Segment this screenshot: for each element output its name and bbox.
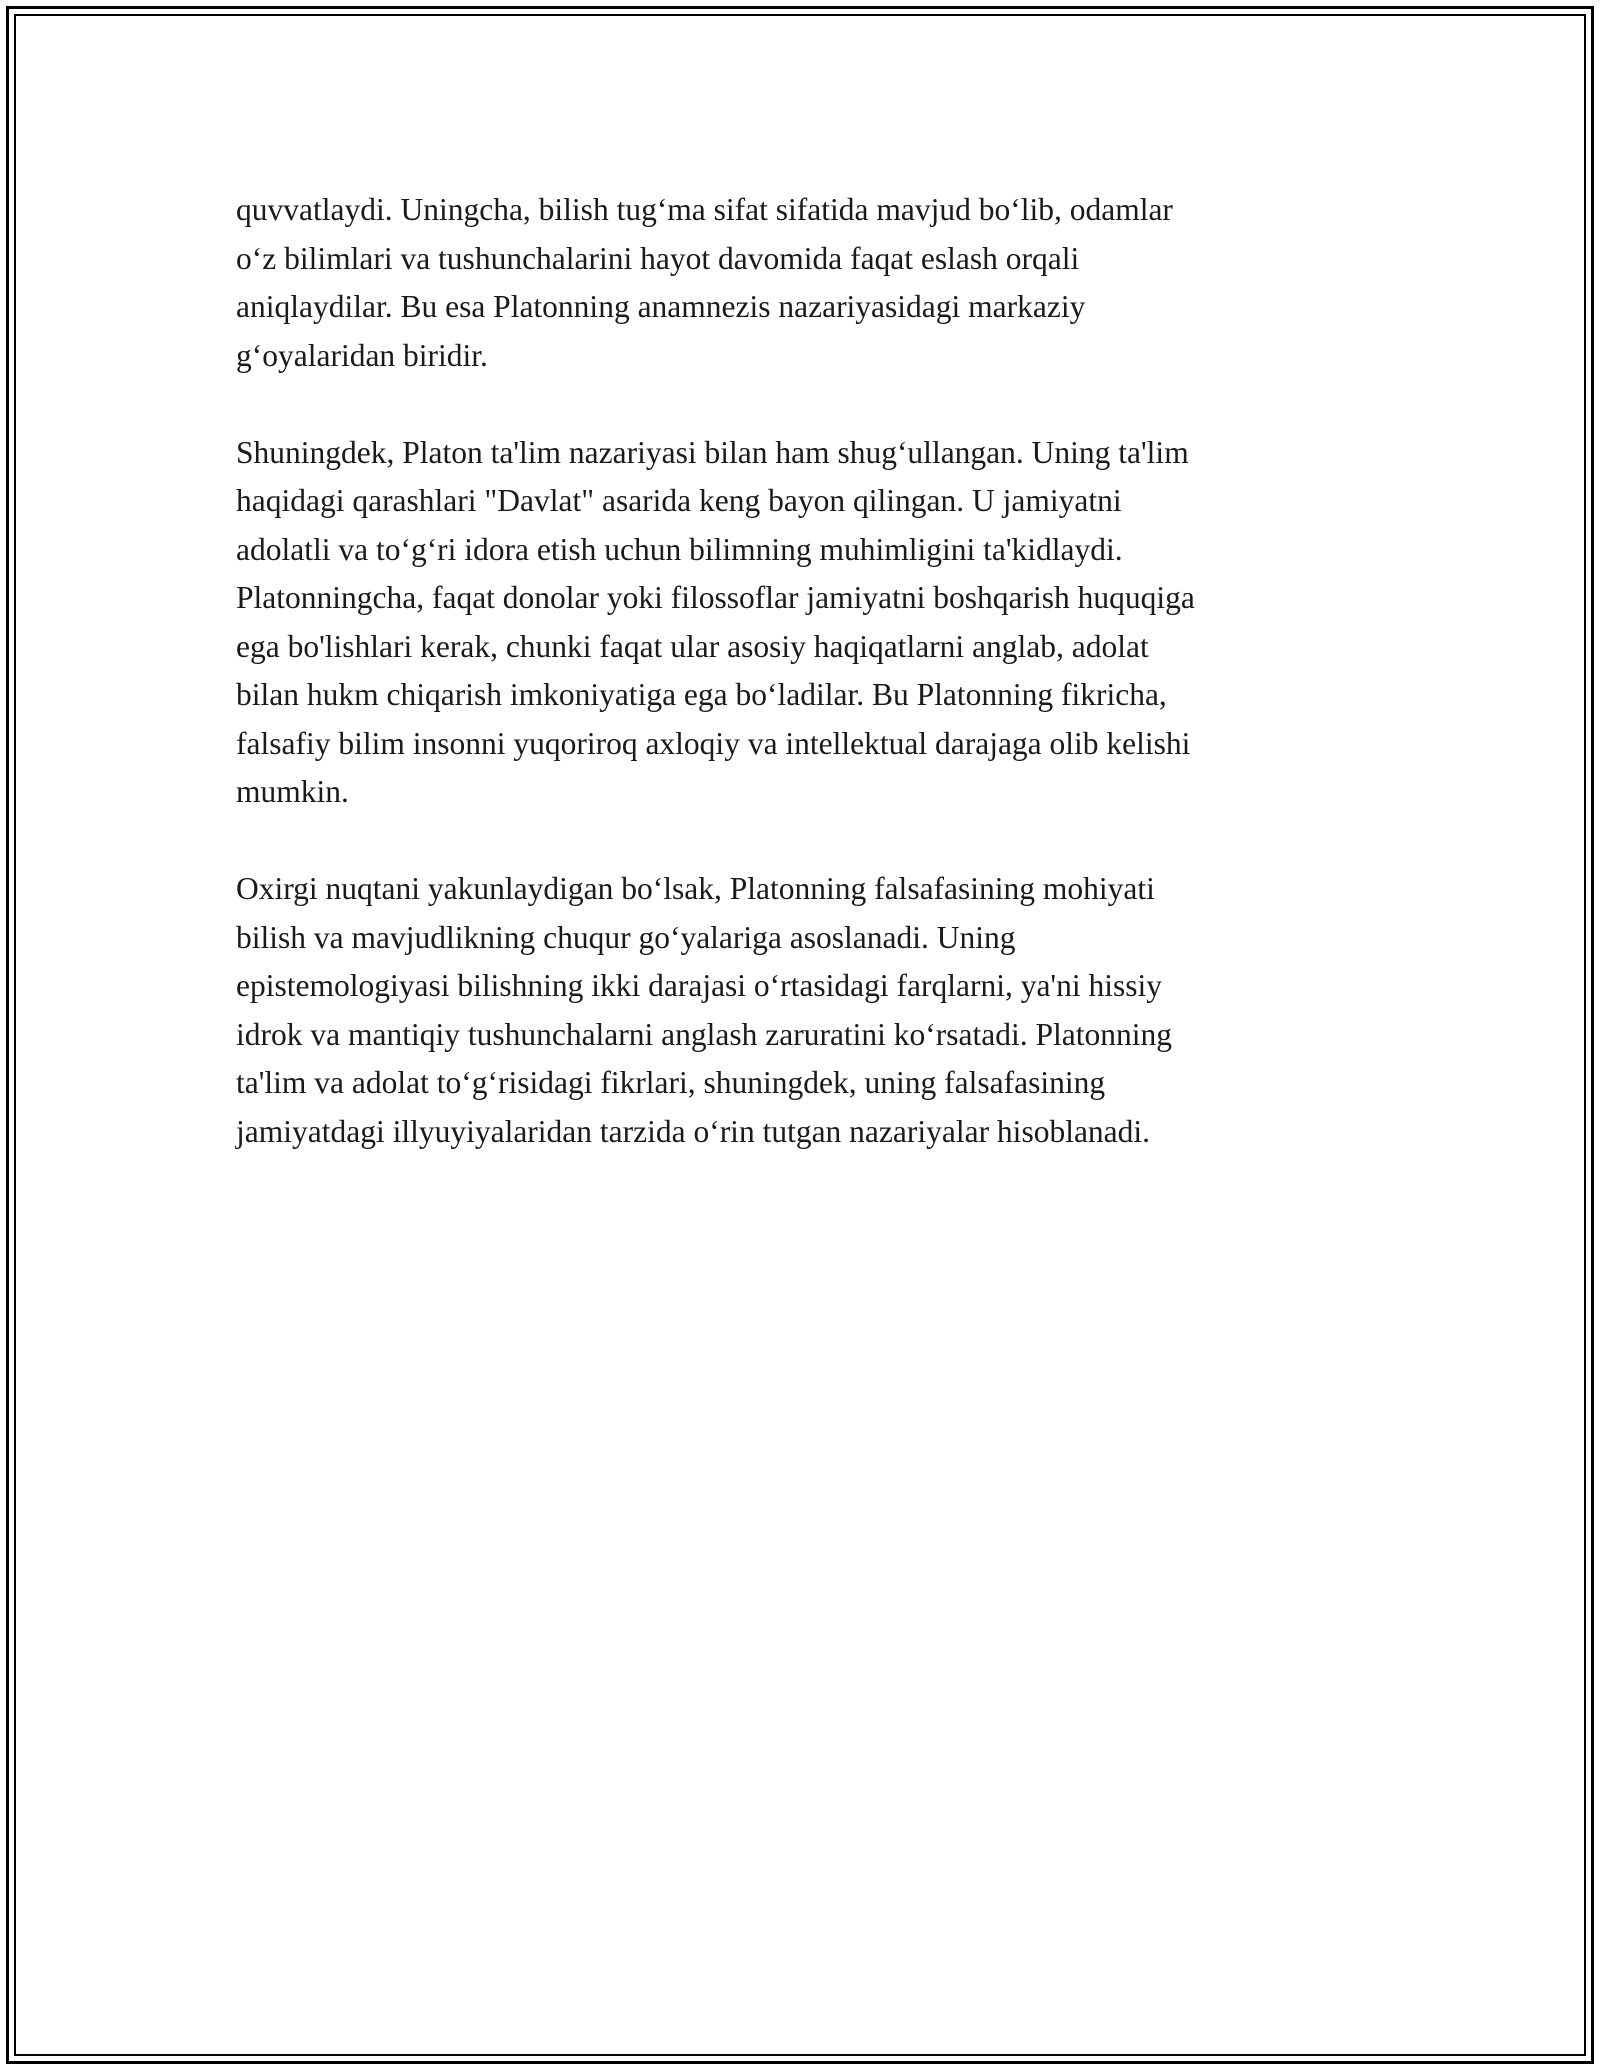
text-line: o‘z bilimlari va tushunchalarini hayot davomida faqat eslash orqali: [236, 240, 1080, 276]
text-line: g‘oyalaridan biridir.: [236, 337, 488, 373]
text-line: aniqlaydilar. Bu esa Platonning anamnezis nazariyasidagi markaziy: [236, 289, 1086, 324]
document-body: [236, 186, 1366, 1205]
paragraph-1: [236, 186, 1366, 380]
paragraph-3: [236, 865, 1366, 1156]
text-line: Platonningcha, faqat donolar yoki filossoflar jamiyatni boshqarish huquqiga: [236, 580, 1195, 615]
text-line: falsafiy bilim insonni yuqoriroq axloqiy va intellektual darajaga olib kelishi: [236, 725, 1191, 761]
text-line: ta'lim va adolat to‘g‘risidagi fikrlari, shuningdek, uning falsafasining: [236, 1065, 1106, 1100]
text-line: Oxirgi nuqtani yakunlaydigan bo‘lsak, Platonning falsafasining mohiyati: [236, 871, 1155, 906]
paragraph-2: [236, 429, 1366, 817]
text-line: bilan hukm chiqarish imkoniyatiga ega bo‘ladilar. Bu Platonning fikricha,: [236, 677, 1167, 712]
text-line: ega bo'lishlari kerak, chunki faqat ular asosiy haqiqatlarni anglab, adolat: [236, 628, 1149, 664]
text-line: quvvatlaydi. Uningcha, bilish tug‘ma sifat sifatida mavjud bo‘lib, odamlar: [236, 192, 1173, 227]
text-line: mumkin.: [236, 774, 349, 809]
text-line: bilish va mavjudlikning chuqur go‘yalariga asoslanadi. Uning: [236, 919, 1016, 955]
text-line: adolatli va to‘g‘ri idora etish uchun bilimning muhimligini ta'kidlaydi.: [236, 531, 1123, 567]
text-line: haqidagi qarashlari "Davlat" asarida keng bayon qilingan. U jamiyatni: [236, 483, 1122, 518]
text-line: jamiyatdagi illyuyiyalaridan tarzida o‘rin tutgan nazariyalar hisoblanadi.: [236, 1113, 1151, 1149]
text-line: Shuningdek, Platon ta'lim nazariyasi bilan ham shug‘ullangan. Uning ta'lim: [236, 434, 1189, 470]
text-line: idrok va mantiqiy tushunchalarni anglash zaruratini ko‘rsatadi. Platonning: [236, 1016, 1173, 1052]
text-line: epistemologiyasi bilishning ikki darajasi o‘rtasidagi farqlarni, ya'ni hissiy: [236, 968, 1163, 1003]
